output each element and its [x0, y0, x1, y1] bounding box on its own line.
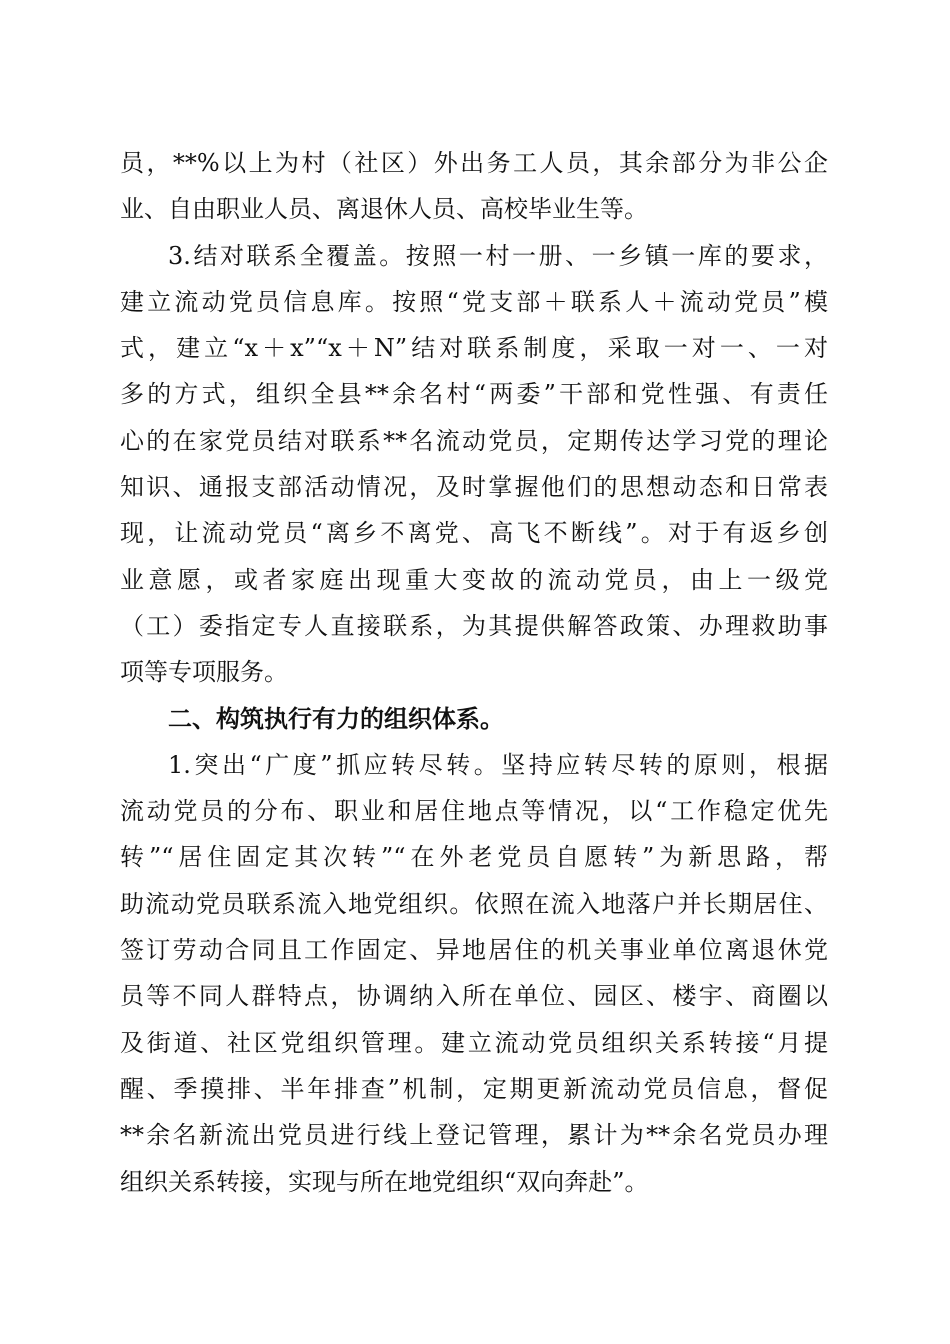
text-line: 签订劳动合同且工作固定、异地居住的机关事业单位离退休党 [120, 936, 828, 965]
text-line: 及街道、社区党组织管理。建立流动党员组织关系转接“月提 [120, 1028, 828, 1057]
text-line: 项等专项服务。 [120, 658, 288, 687]
text-line: 员等不同人群特点，协调纳入所在单位、园区、楼宇、商圈以 [120, 982, 828, 1011]
text-line: 知识、通报支部活动情况，及时掌握他们的思想动态和日常表 [120, 473, 828, 502]
text-line: 业意愿，或者家庭出现重大变故的流动党员，由上一级党 [120, 565, 828, 594]
text-line: 多的方式，组织全县**余名村“两委”干部和党性强、有责任 [120, 380, 828, 409]
text-line: 流动党员的分布、职业和居住地点等情况，以“工作稳定优先 [120, 797, 828, 826]
text-line: 组织关系转接，实现与所在地党组织“双向奔赴”。 [120, 1167, 649, 1196]
section-3-paragraph-start: 3.结对联系全覆盖。按照一村一册、一乡镇一库的要求， [168, 241, 828, 270]
section-1-paragraph-start: 1.突出“广度”抓应转尽转。坚持应转尽转的原则，根据 [168, 750, 828, 779]
text-line: 助流动党员联系流入地党组织。依照在流入地落户并长期居住、 [120, 889, 828, 918]
text-line: 建立流动党员信息库。按照“党支部＋联系人＋流动党员”模 [120, 287, 828, 316]
text-line: 转”“居住固定其次转”“在外老党员自愿转”为新思路，帮 [120, 843, 828, 872]
text-line: 现，让流动党员“离乡不离党、高飞不断线”。对于有返乡创 [120, 519, 828, 548]
text-line: 员，**%以上为村（社区）外出务工人员，其余部分为非公企 [120, 149, 828, 177]
section-heading: 二、构筑执行有力的组织体系。 [168, 704, 504, 733]
body-text [120, 140, 828, 1205]
text-line: 心的在家党员结对联系**名流动党员，定期传达学习党的理论 [120, 426, 828, 455]
text-line: 业、自由职业人员、离退休人员、高校毕业生等。 [120, 195, 648, 224]
text-line: 醒、季摸排、半年排查”机制，定期更新流动党员信息，督促 [120, 1074, 828, 1103]
text-line: **余名新流出党员进行线上登记管理，累计为**余名党员办理 [120, 1121, 828, 1150]
text-line: 式，建立“x＋x”“x＋N”结对联系制度，采取一对一、一对 [120, 334, 828, 363]
text-line: （工）委指定专人直接联系，为其提供解答政策、办理救助事 [120, 611, 828, 640]
